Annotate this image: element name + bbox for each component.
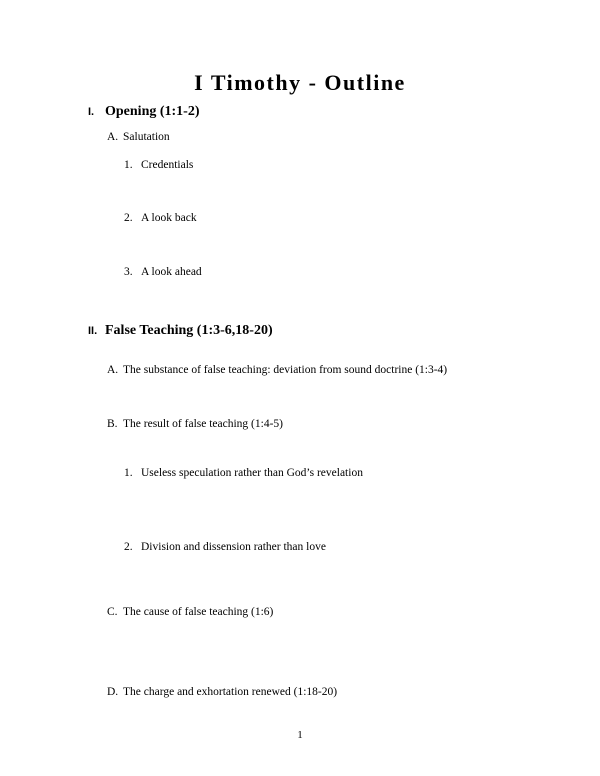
item-text: The substance of false teaching: deviation from sound doctrine (1:3-4) <box>123 364 448 376</box>
section-numeral: II. <box>88 325 98 337</box>
outline-item-substance <box>107 364 447 376</box>
section-heading-false-teaching <box>88 321 273 339</box>
subitem-text: Division and dissension rather than love <box>141 541 326 553</box>
item-text: Salutation <box>123 131 170 143</box>
subitem-number: 2. <box>124 541 133 553</box>
outline-subitem-look-back <box>124 212 197 224</box>
item-letter: D. <box>107 686 119 698</box>
outline-item-salutation <box>107 131 170 143</box>
outline-subitem-division <box>124 541 326 553</box>
outline-subitem-look-ahead <box>124 266 202 278</box>
item-text: The result of false teaching (1:4-5) <box>123 418 283 430</box>
subitem-text: Credentials <box>141 159 194 171</box>
section-numeral: I. <box>88 106 95 118</box>
section-title: Opening (1:1-2) <box>105 104 200 119</box>
item-letter: B. <box>107 418 118 430</box>
outline-item-result <box>107 418 283 430</box>
item-text: The cause of false teaching (1:6) <box>123 606 274 618</box>
subitem-text: A look ahead <box>141 266 202 278</box>
subitem-text: Useless speculation rather than God’s revelation <box>141 467 363 479</box>
page-number: 1 <box>297 729 303 741</box>
subitem-number: 3. <box>124 266 133 278</box>
section-heading-opening <box>88 102 200 120</box>
outline-item-charge <box>107 686 337 698</box>
subitem-text: A look back <box>141 212 197 224</box>
outline-subitem-useless-speculation <box>124 467 363 479</box>
subitem-number: 1. <box>124 467 133 479</box>
outline-subitem-credentials <box>124 159 193 171</box>
page-title: I Timothy - Outline <box>194 70 406 95</box>
section-title: False Teaching (1:3-6,18-20) <box>105 323 273 338</box>
subitem-number: 1. <box>124 159 133 171</box>
subitem-number: 2. <box>124 212 133 224</box>
item-letter: A. <box>107 131 119 143</box>
item-text: The charge and exhortation renewed (1:18-20) <box>123 686 338 698</box>
item-letter: A. <box>107 364 119 376</box>
outline-item-cause <box>107 606 273 618</box>
item-letter: C. <box>107 606 118 618</box>
